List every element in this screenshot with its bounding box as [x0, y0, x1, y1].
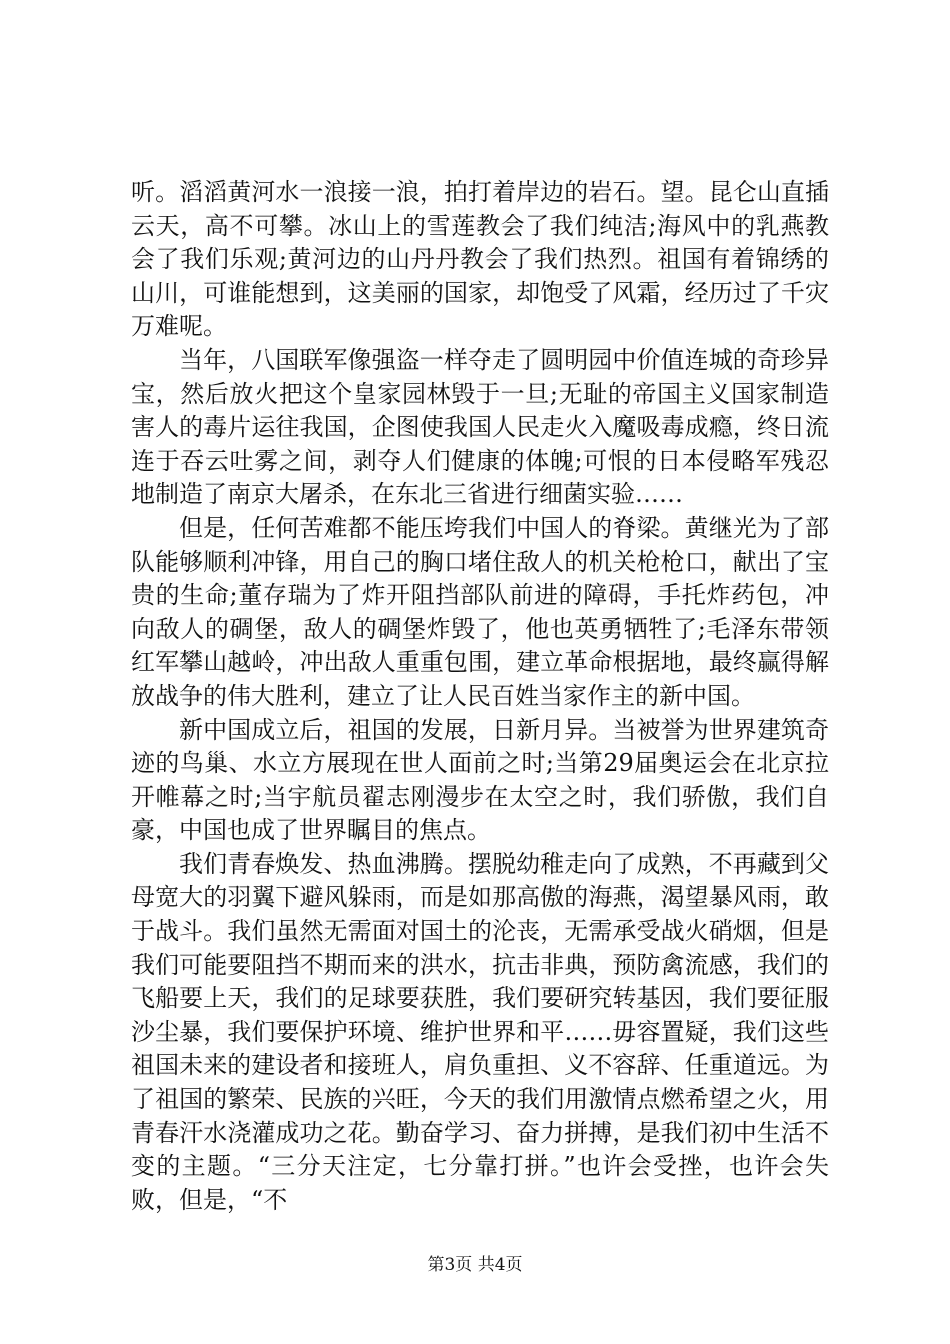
document-body — [131, 176, 829, 1217]
paragraph: 听。滔滔黄河水一浪接一浪，拍打着岸边的岩石。望。昆仑山直插云天，高不可攀。冰山上的雪莲教会了我们纯洁;海风中的乳燕教会了我们乐观;黄河边的山丹丹教会了我们热烈。祖国有着锦绣的山川，可谁能想到，这美丽的国家，却饱受了风霜，经历过了千灾万难呢。 — [131, 178, 829, 341]
paragraph: 我们青春焕发、热血沸腾。摆脱幼稚走向了成熟，不再藏到父母宽大的羽翼下避风躲雨，而是如那高傲的海燕，渴望暴风雨，敢于战斗。我们虽然无需面对国土的沦丧，无需承受战火硝烟，但是我们可能要阻挡不期而来的洪水，抗击非典，预防禽流感，我们的飞船要上天，我们的足球要获胜，我们要研究转基因，我们要征服沙尘暴，我们要保护环境、维护世界和平……毋容置疑，我们这些祖国未来的建设者和接班人，肩负重担、义不容辞、任重道远。为了祖国的繁荣、民族的兴旺，今天的我们用激情点燃希望之火，用青春汗水浇灌成功之花。勤奋学习、奋力拼搏，是我们初中生活不变的主题。“三分天注定，七分靠打拼。”也许会受挫，也许会失败，但是，“不 — [131, 849, 829, 1214]
paragraph: 但是，任何苦难都不能压垮我们中国人的脊梁。黄继光为了部队能够顺利冲锋，用自己的胸口堵住敌人的机关枪枪口，献出了宝贵的生命;董存瑞为了炸开阻挡部队前进的障碍，手托炸药包，冲向敌人的碉堡，敌人的碉堡炸毁了，他也英勇牺牲了;毛泽东带领红军攀山越岭，冲出敌人重重包围，建立革命根据地，最终赢得解放战争的伟大胜利，建立了让人民百姓当家作主的新中国。 — [131, 513, 829, 710]
paragraph: 当年，八国联军像强盗一样夺走了圆明园中价值连城的奇珍异宝，然后放火把这个皇家园林毁于一旦;无耻的帝国主义国家制造害人的毒片运往我国，企图使我国人民走火入魔吸毒成瘾，终日流连于吞云吐雾之间，剥夺人们健康的体魄;可恨的日本侵略军残忍地制造了南京大屠杀，在东北三省进行细菌实验…… — [131, 345, 829, 509]
paragraph: 新中国成立后，祖国的发展，日新月异。当被誉为世界建筑奇迹的鸟巢、水立方展现在世人面前之时;当第29届奥运会在北京拉开帷幕之时;当宇航员翟志刚漫步在太空之时，我们骄傲，我们自豪，中国也成了世界瞩目的焦点。 — [131, 715, 829, 845]
page-number-footer: 第3页 共4页 — [427, 1255, 523, 1275]
